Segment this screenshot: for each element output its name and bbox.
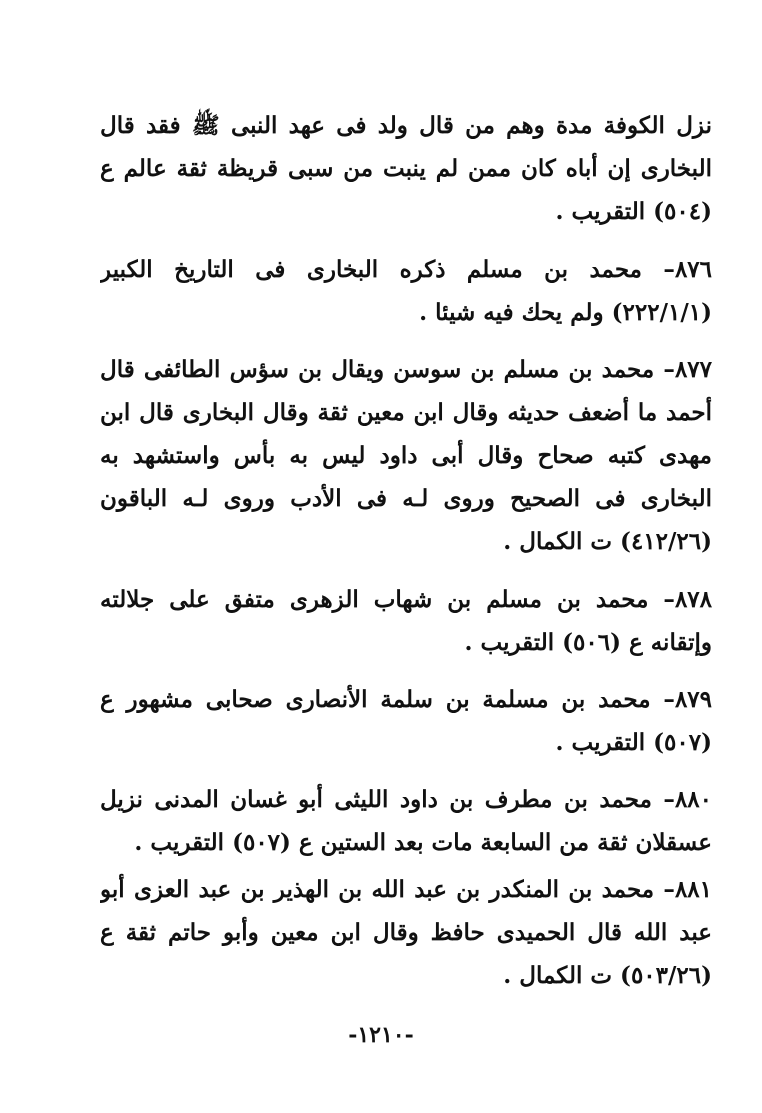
text-line: وإتقانه ع (٥٠٦) التقريب . [464, 629, 712, 656]
text-line: ٨٨٠– محمد بن مطرف بن داود الليثى أبو غسان المدنى نزيل [100, 786, 712, 813]
text-line: (٢٢٢/١/١) ولم يحك فيه شيئا . [419, 299, 712, 326]
text-line: البخارى إن أباه كان ممن لم ينبت من سبى قريظة ثقة عالم ع [100, 155, 712, 182]
text-line: ٨٧٨– محمد بن مسلم بن شهاب الزهرى متفق على جلالته [100, 586, 712, 613]
entry-880 [100, 778, 712, 864]
text-line: عبد الله قال الحميدى حافظ وقال ابن معين وأبو حاتم ثقة ع [100, 919, 712, 946]
text-line: (٥٠٤) التقريب . [555, 198, 712, 225]
entry-continuation [100, 104, 712, 233]
text-line: (٤١٢/٢٦) ت الكمال . [503, 528, 712, 555]
entry-877 [100, 348, 712, 563]
text-line: عسقلان ثقة من السابعة مات بعد الستين ع (٥٠٧) التقريب . [134, 829, 712, 856]
entry-878 [100, 578, 712, 664]
page-number: -١٢١٠- [348, 1022, 414, 1048]
text-line: ٨٧٩– محمد بن مسلمة بن سلمة الأنصارى صحابى مشهور ع [100, 686, 712, 713]
text-line: (٥٠٧) التقريب . [555, 729, 712, 756]
text-line: ٨٧٧– محمد بن مسلم بن سوسن ويقال بن سؤس الطائفى قال [100, 356, 712, 383]
text-line: ٨٨١– محمد بن المنكدر بن عبد الله بن الهذير بن عبد العزى أبو [100, 876, 712, 903]
entry-876 [100, 248, 712, 334]
entry-879 [100, 678, 712, 764]
text-line: أحمد ما أضعف حديثه وقال ابن معين ثقة وقال البخارى قال ابن [100, 399, 712, 426]
text-line: البخارى فى الصحيح وروى لـه فى الأدب وروى لـه الباقون [100, 485, 712, 512]
text-line: مهدى كتبه صحاح وقال أبى داود ليس به بأس واستشهد به [100, 442, 712, 469]
text-line: نزل الكوفة مدة وهم من قال ولد فى عهد النبى ﷺ فقد قال [100, 112, 712, 139]
entry-881 [100, 868, 712, 997]
text-line: ٨٧٦– محمد بن مسلم ذكره البخارى فى التاريخ الكبير [100, 256, 712, 283]
text-line: (٥٠٣/٢٦) ت الكمال . [503, 962, 712, 989]
